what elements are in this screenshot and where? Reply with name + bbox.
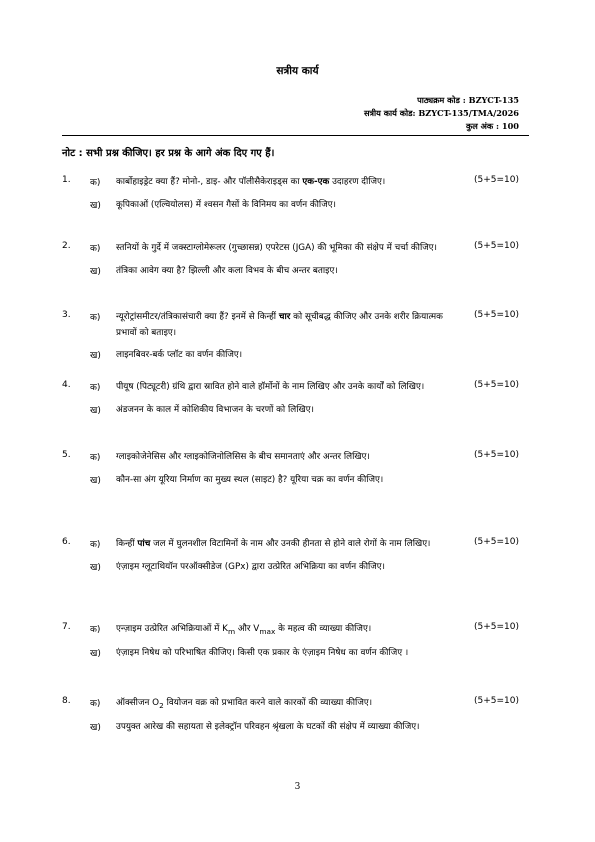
part-label: क) [90,313,101,323]
question-text: कार्बोहाइड्रेट क्या हैं? मोनो-, डाइ- और पॉलीसैकेराइड्स का एक-एक उदाहरण दीजिए। [116,177,386,187]
question-text: ग्लाइकोजेनेसिस और ग्लाइकोजिनोलिसिस के बीच समानताएं और अन्तर लिखिए। [116,452,370,462]
marks-label: (5+5=10) [474,380,520,390]
part-label: ख) [90,266,101,277]
question-5 [62,450,532,488]
part-label: क) [90,625,101,635]
question-8-part-b [62,720,532,736]
question-number: 5. [62,450,71,460]
question-2-part-a [62,241,532,257]
part-label: ख) [90,200,101,211]
part-label: ख) [90,405,101,416]
marks-label: (5+5=10) [474,175,520,185]
question-text: उपयुक्त आरेख की सहायता से इलेक्ट्रॉन परिवहन श्रृंखला के घटकों की संक्षेप में व्याख्या कीजिए। [116,722,420,733]
question-3-part-b [62,348,532,364]
question-number: 2. [62,241,71,251]
question-text: एन्ज़ाइम उत्प्रेरित अभिक्रियाओं में $K_m$ और $V_{max}$ के महत्व की व्याख्या कीजिए। [116,624,372,636]
course-code: पाठ्यक्रम कोड : BZYCT-135 [417,95,519,105]
question-number: 4. [62,380,71,390]
question-text: ऑक्सीजन $O_2$ वियोजन वक्र को प्रभावित करने वाले कारकों की व्याख्या कीजिए। [116,698,373,710]
question-4 [62,380,532,418]
instructions-note: नोट : सभी प्रश्न कीजिए। हर प्रश्न के आगे अंक दिए गए हैं। [62,148,275,159]
question-text: एंज़ाइम निषेध को परिभाषित कीजिए। किसी एक प्रकार के एंज़ाइम निषेध का वर्णन कीजिए । [116,648,409,659]
question-6-part-b [62,560,532,576]
part-label: ख) [90,475,101,486]
part-label: क) [90,699,101,709]
question-text: कूपिकाओं (एल्वियोलस) में श्वसन गैसों के विनिमय का वर्णन कीजिए। [116,199,336,210]
part-label: ख) [90,649,101,660]
question-text: कौन-सा अंग यूरिया निर्माण का मुख्य स्थल (साइट) है? यूरिया चक्र का वर्णन कीजिए। [116,474,384,485]
part-label: क) [90,540,101,550]
question-text: लाइनबिवर-बर्क प्लॉट का वर्णन कीजिए। [116,350,243,360]
question-text: तंत्रिका आवेग क्या है? झिल्ली और कला विभव के बीच अन्तर बताइए। [116,265,338,276]
question-1-part-a [62,175,532,191]
question-text: अंडजनन के काल में कोशिकीय विभाजन के चरणों को लिखिए। [116,404,314,415]
question-text: न्यूरोट्रांसमीटर/तंत्रिकासंचारी क्या हैं? इनमें से किन्हीं चार को सूचीबद्ध कीजिए और उनके शरीर क्रियात्मक प्रभावों को बताइए। [116,312,443,338]
marks-label: (5+5=10) [474,241,520,251]
part-label: ख) [90,723,101,734]
question-4-part-b [62,403,532,419]
question-6-part-a [62,537,532,553]
question-7 [62,622,532,662]
marks-label: (5+5=10) [474,537,520,547]
question-6 [62,537,532,575]
question-text: पीयूष (पिट्यूटरी) ग्रंथि द्वारा स्रावित होने वाले हॉर्मोनों के नाम लिखिए और उनके कार्यों को लिखिए। [116,382,425,392]
question-text: एंज़ाइम ग्लूटाथियॉन परऑक्सीडेज (GPx) द्वारा उत्प्रेरित अभिक्रिया का वर्णन कीजिए। [116,561,385,572]
question-number: 7. [62,622,71,632]
total-marks: कुल अंक : 100 [465,121,519,131]
question-number: 1. [62,175,71,185]
header-divider [62,135,529,136]
page-title: सत्रीय कार्य [276,65,319,77]
question-4-part-a [62,380,532,396]
part-label: क) [90,383,101,393]
question-text: किन्हीं पांच जल में घुलनशील विटामिनों के नाम और उनकी हीनता से होने वाले रोगों के नाम लिखिए। [116,539,431,549]
question-8 [62,696,532,736]
part-label: क) [90,178,101,188]
assignment-code: सत्रीय कार्य कोड: BZYCT-135/TMA/2026 [363,108,519,118]
marks-label: (5+5=10) [474,622,520,632]
part-label: ख) [90,562,101,573]
part-label: क) [90,244,101,254]
question-3 [62,310,532,364]
question-5-part-a [62,450,532,466]
question-number: 6. [62,537,71,547]
question-5-part-b [62,473,532,489]
question-2-part-b [62,264,532,280]
marks-label: (5+5=10) [474,310,520,320]
part-label: क) [90,453,101,463]
question-8-part-a [62,696,532,713]
question-number: 3. [62,310,71,320]
question-1 [62,175,532,213]
marks-label: (5+5=10) [474,696,520,706]
part-label: ख) [90,351,101,361]
course-meta [364,94,519,133]
question-1-part-b [62,198,532,214]
question-7-part-a [62,622,532,639]
question-text: स्तनियों के गुर्दे में जक्स्टाग्लोमेरूलर (गुच्छासन्न) एपरेटस (JGA) की भूमिका की संक्षेप में चर्चा कीजिए। [116,243,437,253]
question-3-part-a [62,310,532,341]
page-number: 3 [294,782,301,792]
question-2 [62,241,532,279]
question-7-part-b [62,646,532,662]
marks-label: (5+5=10) [474,450,520,460]
question-number: 8. [62,696,71,706]
